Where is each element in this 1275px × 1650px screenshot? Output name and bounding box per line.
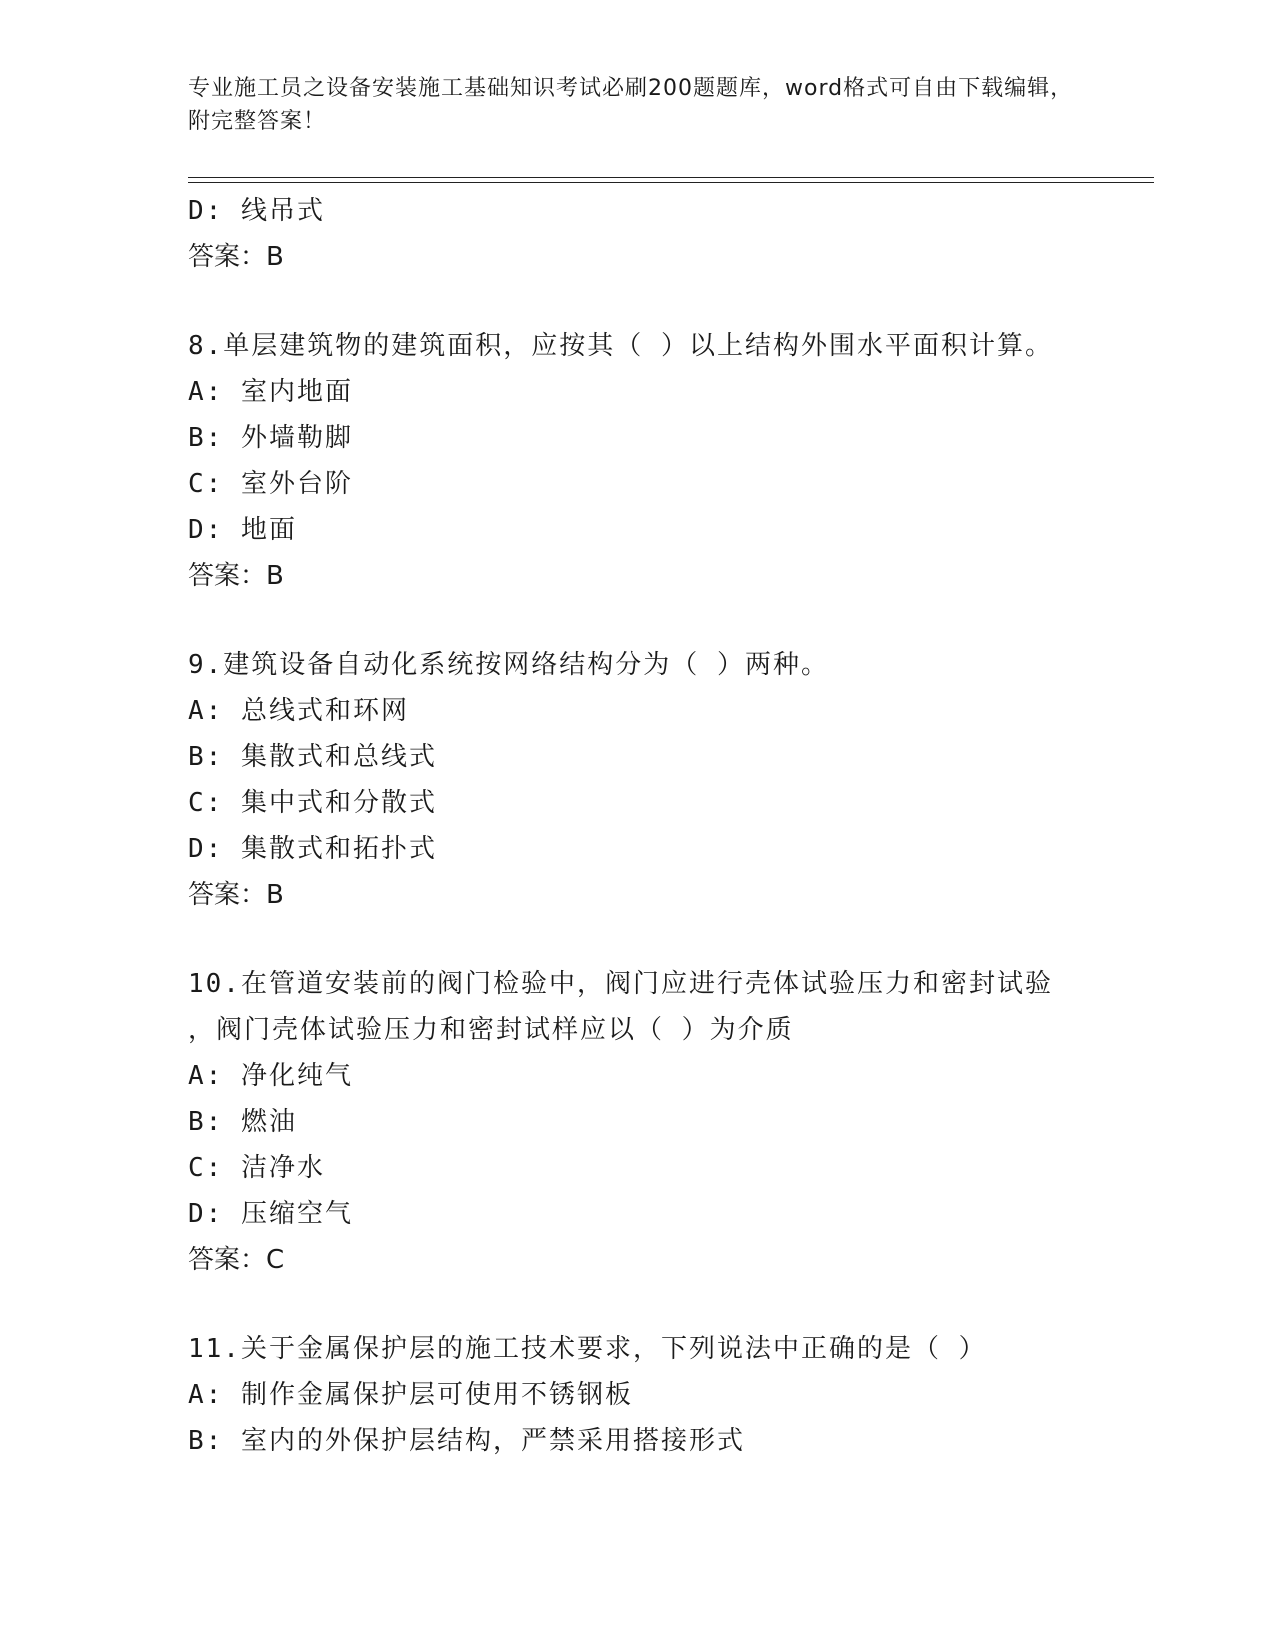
option-d: D: 压缩空气: [188, 1199, 353, 1229]
option-a: A: 总线式和环网: [188, 696, 409, 726]
question-title-line-1: 10.在管道安装前的阀门检验中，阀门应进行壳体试验压力和密封试验: [188, 969, 1053, 999]
answer-line: 答案：B: [188, 880, 284, 910]
spacer: [188, 280, 1148, 323]
document-header: [188, 72, 1088, 138]
option-c: C: 室外台阶: [188, 469, 353, 499]
option-a: A: 制作金属保护层可使用不锈钢板: [188, 1380, 633, 1410]
option-c: C: 洁净水: [188, 1153, 325, 1183]
option-b: B: 室内的外保护层结构，严禁采用搭接形式: [188, 1426, 745, 1456]
question-block-8: [188, 323, 1148, 599]
spacer: [188, 1283, 1148, 1326]
header-divider-top: [188, 177, 1154, 178]
option-d: D: 地面: [188, 515, 297, 545]
option-a: A: 室内地面: [188, 377, 353, 407]
option-b: B: 外墙勒脚: [188, 423, 353, 453]
question-title: 9.建筑设备自动化系统按网络结构分为（ ）两种。: [188, 650, 829, 680]
option-a: A: 净化纯气: [188, 1061, 353, 1091]
question-title: 8.单层建筑物的建筑面积，应按其（ ）以上结构外围水平面积计算。: [188, 331, 1053, 361]
option-b: B: 集散式和总线式: [188, 742, 437, 772]
header-divider-bottom: [188, 182, 1154, 183]
question-title: 11.关于金属保护层的施工技术要求，下列说法中正确的是（ ）: [188, 1334, 987, 1364]
answer-line: 答案：B: [188, 242, 284, 272]
question-title-line-2: ，阀门壳体试验压力和密封试样应以（ ）为介质: [188, 1015, 794, 1045]
question-list: [188, 188, 1148, 1464]
option-d: D: 集散式和拓扑式: [188, 834, 437, 864]
answer-line: 答案：C: [188, 1245, 285, 1275]
option-b: B: 燃油: [188, 1107, 297, 1137]
header-title: 专业施工员之设备安装施工基础知识考试必刷200题题库，word格式可自由下载编辑，附完整答案！: [188, 76, 1074, 134]
option-d: D: 线吊式: [188, 196, 325, 226]
question-block-10: [188, 961, 1148, 1283]
answer-line: 答案：B: [188, 561, 284, 591]
question-block-9: [188, 642, 1148, 918]
option-c: C: 集中式和分散式: [188, 788, 437, 818]
spacer: [188, 599, 1148, 642]
question-block-11: [188, 1326, 1148, 1464]
spacer: [188, 918, 1148, 961]
question-block-7-tail: [188, 188, 1148, 280]
